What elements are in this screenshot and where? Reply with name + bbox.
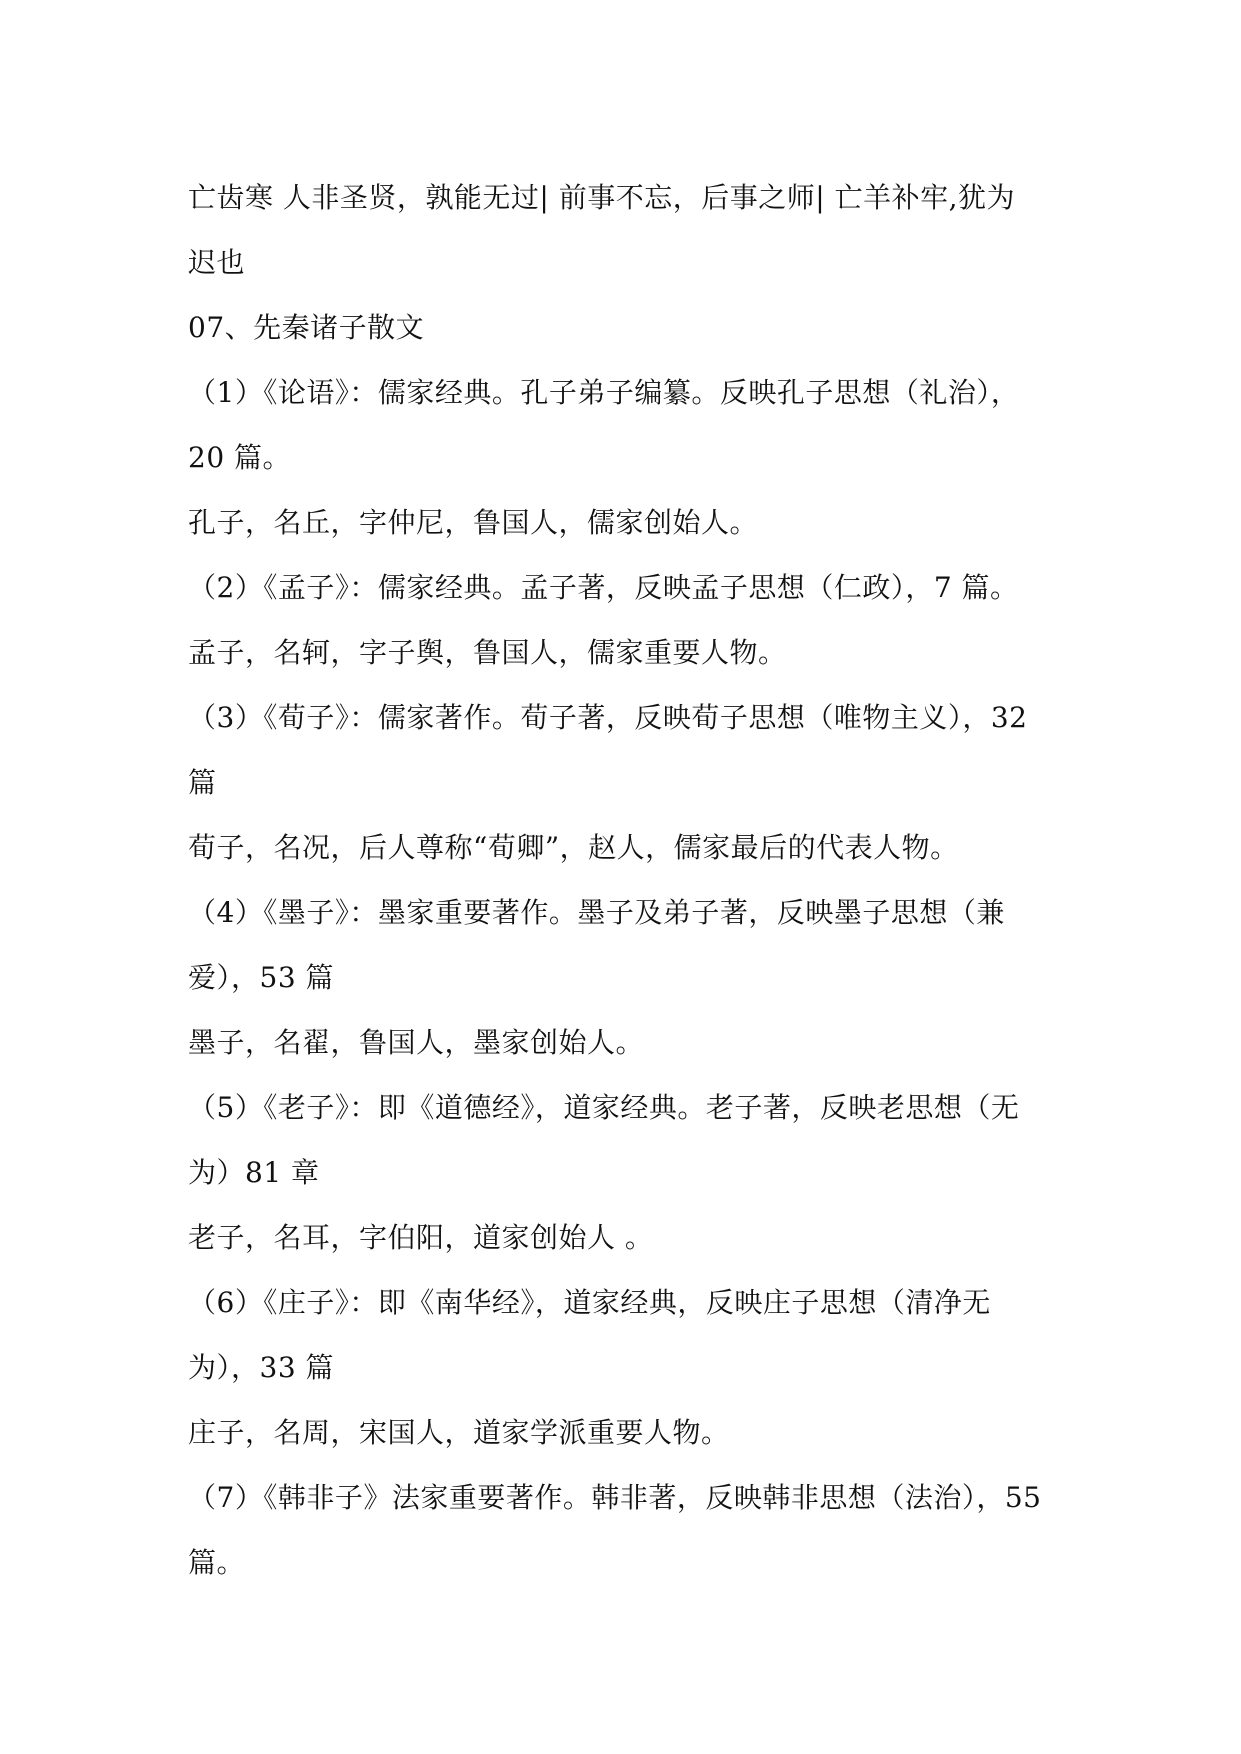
text-line: （5）《老子》：即《道德经》，道家经典。老子著，反映老思想（无 (188, 1091, 1020, 1124)
text-line: 爱），53 篇 (188, 961, 335, 994)
text-line: 孔子，名丘，字仲尼，鲁国人，儒家创始人。 (188, 506, 759, 539)
text-line: 为）81 章 (188, 1156, 320, 1189)
section-heading: 07、先秦诸子散文 (188, 311, 425, 344)
text-line: 老子，名耳，字伯阳，道家创始人 。 (188, 1221, 654, 1254)
text-line: 孟子，名轲，字子舆，鲁国人，儒家重要人物。 (188, 636, 787, 669)
text-line: 迟也 (188, 246, 246, 279)
text-line: 亡齿寒 人非圣贤，孰能无过| 前事不忘，后事之师| 亡羊补牢,犹为 (188, 181, 1015, 214)
document-body (188, 165, 1068, 1595)
text-line: （2）《孟子》：儒家经典。孟子著，反映孟子思想（仁政），7 篇。 (188, 571, 1019, 604)
text-line: （7）《韩非子》法家重要著作。韩非著，反映韩非思想（法治），55 (188, 1481, 1042, 1514)
text-line: 墨子，名翟，鲁国人，墨家创始人。 (188, 1026, 645, 1059)
text-line: （1）《论语》：儒家经典。孔子弟子编纂。反映孔子思想（礼治）， (188, 376, 1020, 409)
text-line: （3）《荀子》：儒家著作。荀子著，反映荀子思想（唯物主义），32 (188, 701, 1028, 734)
text-line: （6）《庄子》：即《南华经》，道家经典，反映庄子思想（清净无 (188, 1286, 991, 1319)
text-line: 篇。 (188, 1546, 246, 1579)
text-line: 荀子，名况，后人尊称“荀卿”，赵人，儒家最后的代表人物。 (188, 831, 959, 864)
text-line: （4）《墨子》：墨家重要著作。墨子及弟子著，反映墨子思想（兼 (188, 896, 1005, 929)
text-line: 篇 (188, 766, 217, 799)
text-line: 20 篇。 (188, 441, 292, 474)
text-line: 庄子，名周，宋国人，道家学派重要人物。 (188, 1416, 730, 1449)
text-line: 为），33 篇 (188, 1351, 335, 1384)
